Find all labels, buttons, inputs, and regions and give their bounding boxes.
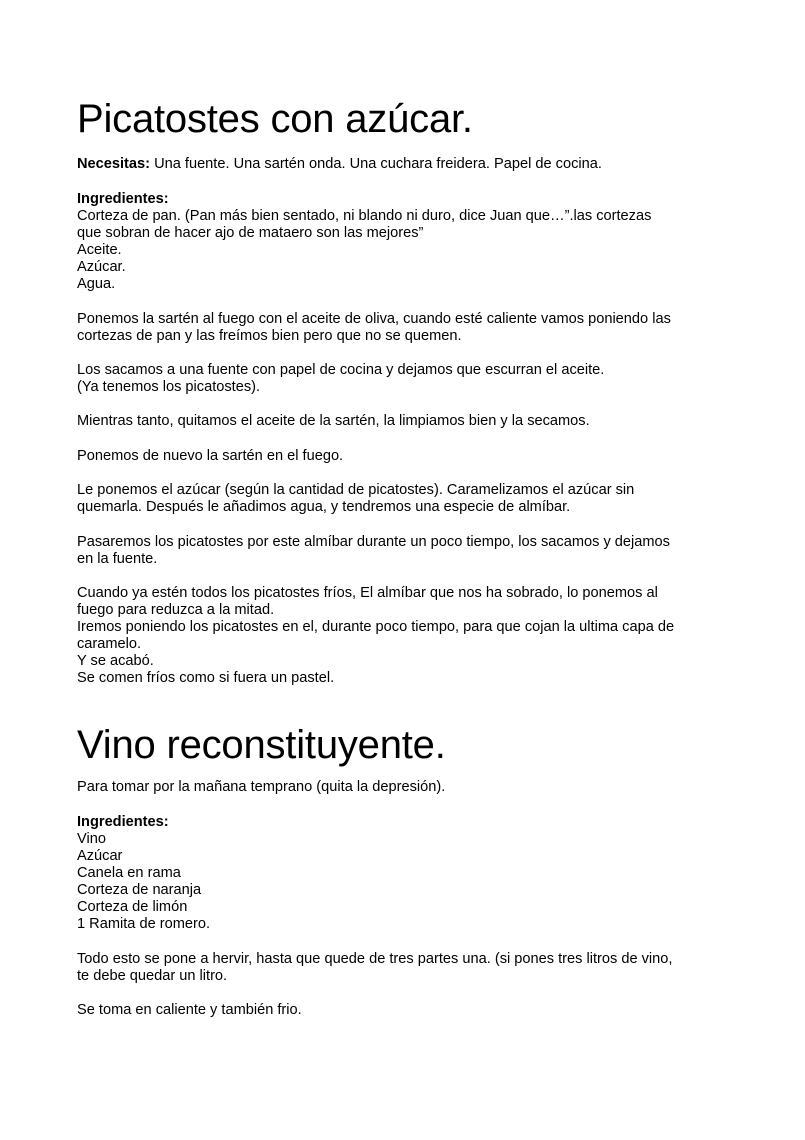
ingredient-line: Canela en rama — [77, 865, 181, 881]
step-line: fuego para reduzca a la mitad. — [77, 602, 275, 618]
step-line: Cuando ya estén todos los picatostes fríos, El almíbar que nos ha sobrado, lo ponemos al — [77, 585, 658, 601]
ingredients-label: Ingredientes: — [77, 814, 169, 830]
step-line: te debe quedar un litro. — [77, 968, 228, 984]
step-line: Ponemos de nuevo la sartén en el fuego. — [77, 448, 344, 464]
step-line: Pasaremos los picatostes por este almíbar durante un poco tiempo, los sacamos y dejamos — [77, 534, 670, 550]
step-line: Se toma en caliente y también frio. — [77, 1002, 302, 1018]
ingredient-line: Corteza de pan. (Pan más bien sentado, ni blando ni duro, dice Juan que…”.las cortezas — [77, 208, 652, 224]
step-line: en la fuente. — [77, 551, 158, 567]
step-line: Se comen fríos como si fuera un pastel. — [77, 670, 335, 686]
step-line: caramelo. — [77, 636, 142, 652]
ingredient-line: Azúcar — [77, 848, 123, 864]
step-line: (Ya tenemos los picatostes). — [77, 379, 261, 395]
ingredient-line: 1 Ramita de romero. — [77, 916, 211, 932]
step-line: Iremos poniendo los picatostes en el, durante poco tiempo, para que cojan la ultima capa de — [77, 619, 675, 635]
ingredient-line: que sobran de hacer ajo de mataero son las mejores” — [77, 225, 424, 241]
step-line: cortezas de pan y las freímos bien pero que no se quemen. — [77, 328, 462, 344]
step-line: Ponemos la sartén al fuego con el aceite de oliva, cuando esté caliente vamos poniendo las — [77, 311, 671, 327]
needs-label: Necesitas: — [77, 156, 151, 172]
step-line: Los sacamos a una fuente con papel de cocina y dejamos que escurran el aceite. — [77, 362, 605, 378]
ingredient-line: Aceite. — [77, 242, 122, 258]
recipe-title: Picatostes con azúcar. — [77, 97, 473, 141]
step-line: Le ponemos el azúcar (según la cantidad de picatostes). Caramelizamos el azúcar sin — [77, 482, 635, 498]
ingredient-line: Corteza de naranja — [77, 882, 202, 898]
intro-line: Para tomar por la mañana temprano (quita la depresión). — [77, 779, 446, 795]
ingredient-line: Corteza de limón — [77, 899, 188, 915]
recipe-title: Vino reconstituyente. — [77, 723, 446, 767]
needs-text: Una fuente. Una sartén onda. Una cuchara freidera. Papel de cocina. — [150, 156, 602, 172]
ingredient-line: Agua. — [77, 276, 116, 292]
step-line: quemarla. Después le añadimos agua, y tendremos una especie de almíbar. — [77, 499, 571, 515]
ingredients-label: Ingredientes: — [77, 191, 169, 207]
step-line: Todo esto se pone a hervir, hasta que quede de tres partes una. (si pones tres litros de vino, — [77, 951, 673, 967]
ingredient-line: Vino — [77, 831, 106, 847]
step-line: Y se acabó. — [77, 653, 154, 669]
step-line: Mientras tanto, quitamos el aceite de la sartén, la limpiamos bien y la secamos. — [77, 413, 590, 429]
ingredient-line: Azúcar. — [77, 259, 126, 275]
needs-line — [77, 156, 602, 173]
